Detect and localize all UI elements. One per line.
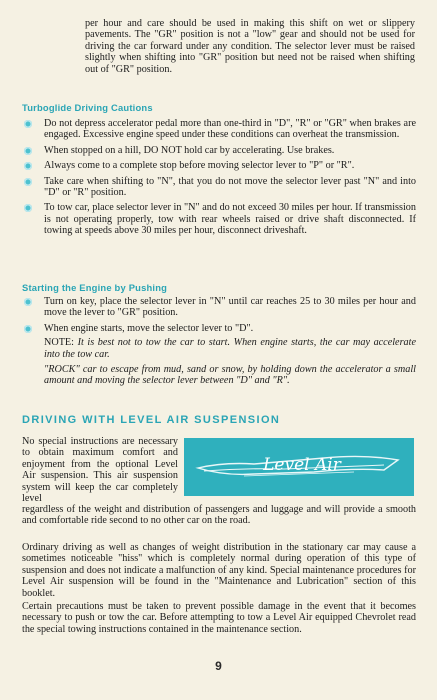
level-air-logo [184, 438, 414, 496]
rock-instructions: "ROCK" car to escape from mud, sand or snow, by holding down the accelerator a small amount and moving the selector lever between "D" and "R". [44, 364, 416, 387]
list-item: Turn on key, place the selector lever in "N" until car reaches 25 to 30 miles per hour and move the lever to "GR" position. [22, 296, 416, 319]
bullet-icon [24, 162, 32, 170]
turboglide-cautions-list [22, 118, 416, 241]
pushing-heading: Starting the Engine by Pushing [22, 282, 168, 293]
tow-note: NOTE: It is best not to tow the car to start. When engine starts, the car may accelerate into the tow car. [44, 337, 416, 360]
list-item: To tow car, place selector lever in "N" and do not exceed 30 miles per hour. If transmission is not operating properly, tow with rear wheels raised or drive shaft disconnected. If towing at speeds above 30 miles per hour, disconnect driveshaft. [22, 202, 416, 236]
list-item: Do not depress accelerator pedal more than one-third in "D", "R" or "GR" when brakes are engaged. Excessive engine speed under these conditions can overheat the transmission. [22, 118, 416, 141]
bullet-icon [24, 325, 32, 333]
level-air-paragraph-wide: regardless of the weight and distribution of passengers and luggage and will provide a smooth and comfortable ride second to no other car on the road. [22, 504, 416, 527]
pushing-list [22, 296, 416, 391]
level-air-paragraph-narrow: No special instructions are necessary to obtain maximum comfort and enjoyment from the optional Level Air suspension. This air suspension system will keep the car completely level [22, 436, 178, 505]
list-item: When engine starts, move the selector lever to "D". NOTE: It is best not to tow the car to start. When engine starts, the car may accelerate into the tow car. "ROCK" car to escape from mud, sand or snow, by holding down the accelerator a small amount and moving the selector lever between "D" and "R". [22, 323, 416, 387]
level-air-paragraph-3: Certain precautions must be taken to prevent possible damage in the event that it becomes necessary to push or tow the car. Before attempting to tow a Level Air equipped Chevrolet read the special towing instructions contained in the maintenance section. [22, 601, 416, 635]
level-air-heading: DRIVING WITH LEVEL AIR SUSPENSION [22, 414, 281, 426]
level-air-emblem-icon [184, 438, 414, 496]
intro-paragraph: per hour and care should be used in making this shift on wet or slippery pavements. The "GR" position is not a "low" gear and should not be used for driving the car forward under any condition. The selector lever must be raised slightly when shifting into "GR" position but need not be raised when shifting out of "GR" position. [85, 18, 415, 75]
level-air-paragraph-2: Ordinary driving as well as changes of weight distribution in the stationary car may cause a sometimes noticeable "hiss" which is completely normal during operation of this type of suspension and does not indicate a malfunction of any kind. Special maintenance procedures for Level Air suspension will be found in the "Maintenance and Lubrication" section of this booklet. [22, 542, 416, 599]
bullet-icon [24, 298, 32, 306]
turboglide-heading: Turboglide Driving Cautions [22, 102, 153, 113]
bullet-icon [24, 178, 32, 186]
list-item: When stopped on a hill, DO NOT hold car by accelerating. Use brakes. [22, 145, 416, 156]
list-item: Take care when shifting to "N", that you do not move the selector lever past "N" and into "D" or "R" position. [22, 176, 416, 199]
bullet-icon [24, 147, 32, 155]
bullet-icon [24, 120, 32, 128]
list-item: Always come to a complete stop before moving selector lever to "P" or "R". [22, 160, 416, 171]
bullet-icon [24, 204, 32, 212]
page-number: 9 [215, 659, 222, 673]
svg-text:Level Air: Level Air [263, 455, 341, 475]
